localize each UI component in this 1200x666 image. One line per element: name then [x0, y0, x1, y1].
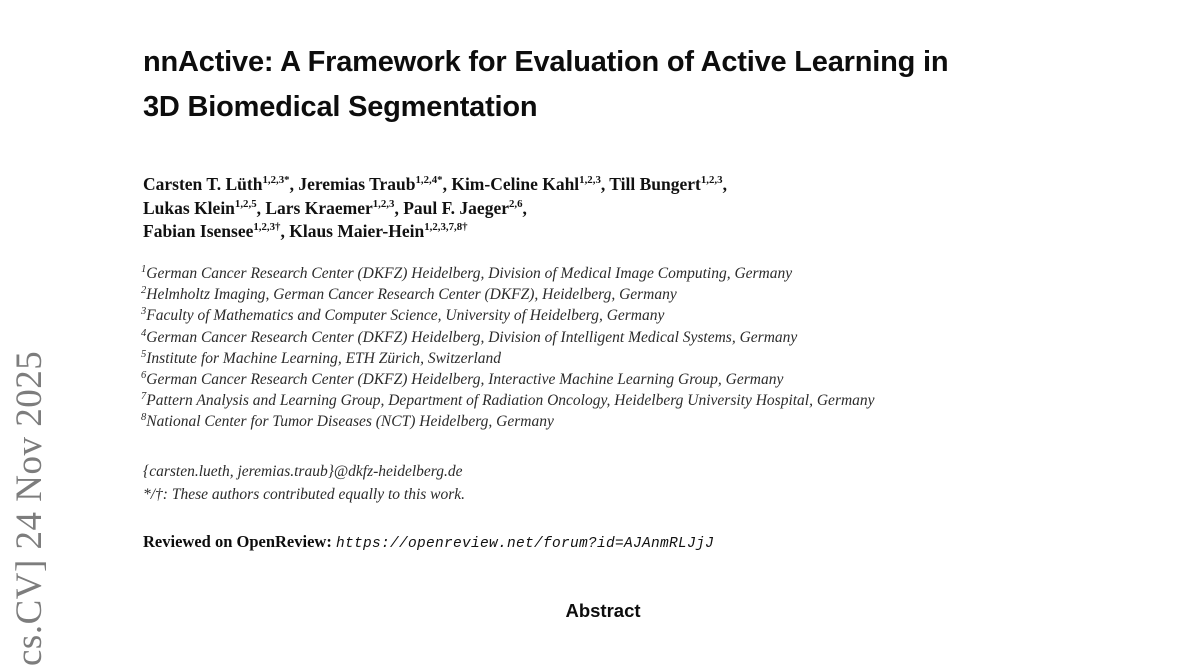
author-list: [143, 173, 727, 244]
affiliation-text: German Cancer Research Center (DKFZ) Heidelberg, Division of Intelligent Medical Systems, Germany: [146, 328, 798, 346]
affiliation-number: 6: [141, 369, 147, 381]
author-separator: ,: [256, 197, 266, 218]
author-separator: ,: [600, 174, 610, 194]
author-affil-marker: 1,2,3,7,8†: [424, 221, 468, 234]
affiliation-text: Helmholtz Imaging, German Cancer Research Center (DKFZ), Heidelberg, Germany: [146, 286, 677, 304]
author-affil-marker: 1,2,3†: [253, 221, 281, 234]
contact-block: [143, 460, 465, 506]
affiliation-text: German Cancer Research Center (DKFZ) Heidelberg, Interactive Machine Learning Group, Germany: [146, 371, 784, 389]
affiliation-list: [141, 263, 875, 433]
author-name: Till Bungert: [609, 174, 701, 194]
author-separator: ,: [522, 197, 527, 218]
author-separator: ,: [394, 197, 404, 218]
author-affil-marker: 2,6: [508, 197, 523, 210]
author-affil-marker: 1,2,3: [579, 174, 601, 187]
affiliation-text: Faculty of Mathematics and Computer Science, University of Heidelberg, Germany: [146, 307, 665, 325]
abstract-heading: Abstract: [565, 600, 641, 621]
author-name: Lars Kraemer: [265, 197, 373, 218]
arxiv-watermark: cs.CV] 24 Nov 2025: [9, 350, 50, 666]
affiliation-number: 8: [141, 412, 147, 424]
paper-title-line1: nnActive: A Framework for Evaluation of Active Learning in: [143, 46, 949, 78]
affiliation-number: 5: [141, 348, 147, 360]
author-line-1: [143, 173, 727, 197]
author-name: Klaus Maier-Hein: [289, 221, 425, 241]
author-separator: ,: [289, 174, 299, 194]
contact-email: {carsten.lueth, jeremias.traub}@dkfz-heidelberg.de: [143, 463, 463, 480]
paper-title: [143, 40, 948, 130]
author-name: Lukas Klein: [143, 197, 235, 218]
openreview-url-link[interactable]: https://openreview.net/forum?id=AJAnmRLJjJ: [335, 536, 714, 552]
affiliation-number: 3: [141, 306, 147, 318]
author-affil-marker: 1,2,4*: [415, 174, 443, 187]
author-name: Jeremias Traub: [298, 174, 416, 194]
paper-title-line2: 3D Biomedical Segmentation: [143, 91, 538, 123]
author-line-2: [143, 197, 727, 221]
affiliation-item: [141, 348, 875, 369]
author-line-3: [143, 220, 727, 244]
affiliation-text: Institute for Machine Learning, ETH Zürich, Switzerland: [146, 349, 502, 367]
author-name: Paul F. Jaeger: [403, 197, 509, 218]
affiliation-item: [141, 390, 875, 411]
affiliation-item: [141, 284, 875, 305]
author-separator: ,: [722, 174, 727, 194]
affiliation-number: 4: [141, 327, 147, 339]
author-affil-marker: 1,2,3: [700, 174, 723, 187]
affiliation-text: National Center for Tumor Diseases (NCT) Heidelberg, Germany: [146, 413, 554, 431]
affiliation-number: 7: [141, 391, 147, 403]
affiliation-text: German Cancer Research Center (DKFZ) Heidelberg, Division of Medical Image Computing, Germany: [146, 265, 793, 282]
author-separator: ,: [442, 174, 452, 194]
author-name: Carsten T. Lüth: [143, 174, 263, 194]
affiliation-item: [141, 305, 875, 326]
openreview-line: [143, 532, 714, 552]
author-name: Kim-Celine Kahl: [451, 174, 580, 194]
author-name: Fabian Isensee: [143, 221, 254, 241]
author-separator: ,: [280, 221, 290, 241]
author-affil-marker: 1,2,3*: [262, 174, 290, 187]
author-affil-marker: 1,2,5: [234, 197, 257, 210]
affiliation-text: Pattern Analysis and Learning Group, Department of Radiation Oncology, Heidelberg University Hospital, Germany: [146, 392, 875, 410]
affiliation-item: [141, 369, 875, 390]
affiliation-item: [141, 327, 875, 348]
openreview-label: Reviewed on OpenReview:: [143, 532, 332, 551]
equal-contribution-note: */†: These authors contributed equally to this work.: [143, 486, 466, 503]
affiliation-number: 1: [141, 263, 147, 275]
affiliation-number: 2: [141, 285, 147, 297]
affiliation-item: [141, 411, 875, 432]
author-affil-marker: 1,2,3: [372, 197, 395, 210]
affiliation-item: [141, 263, 875, 284]
